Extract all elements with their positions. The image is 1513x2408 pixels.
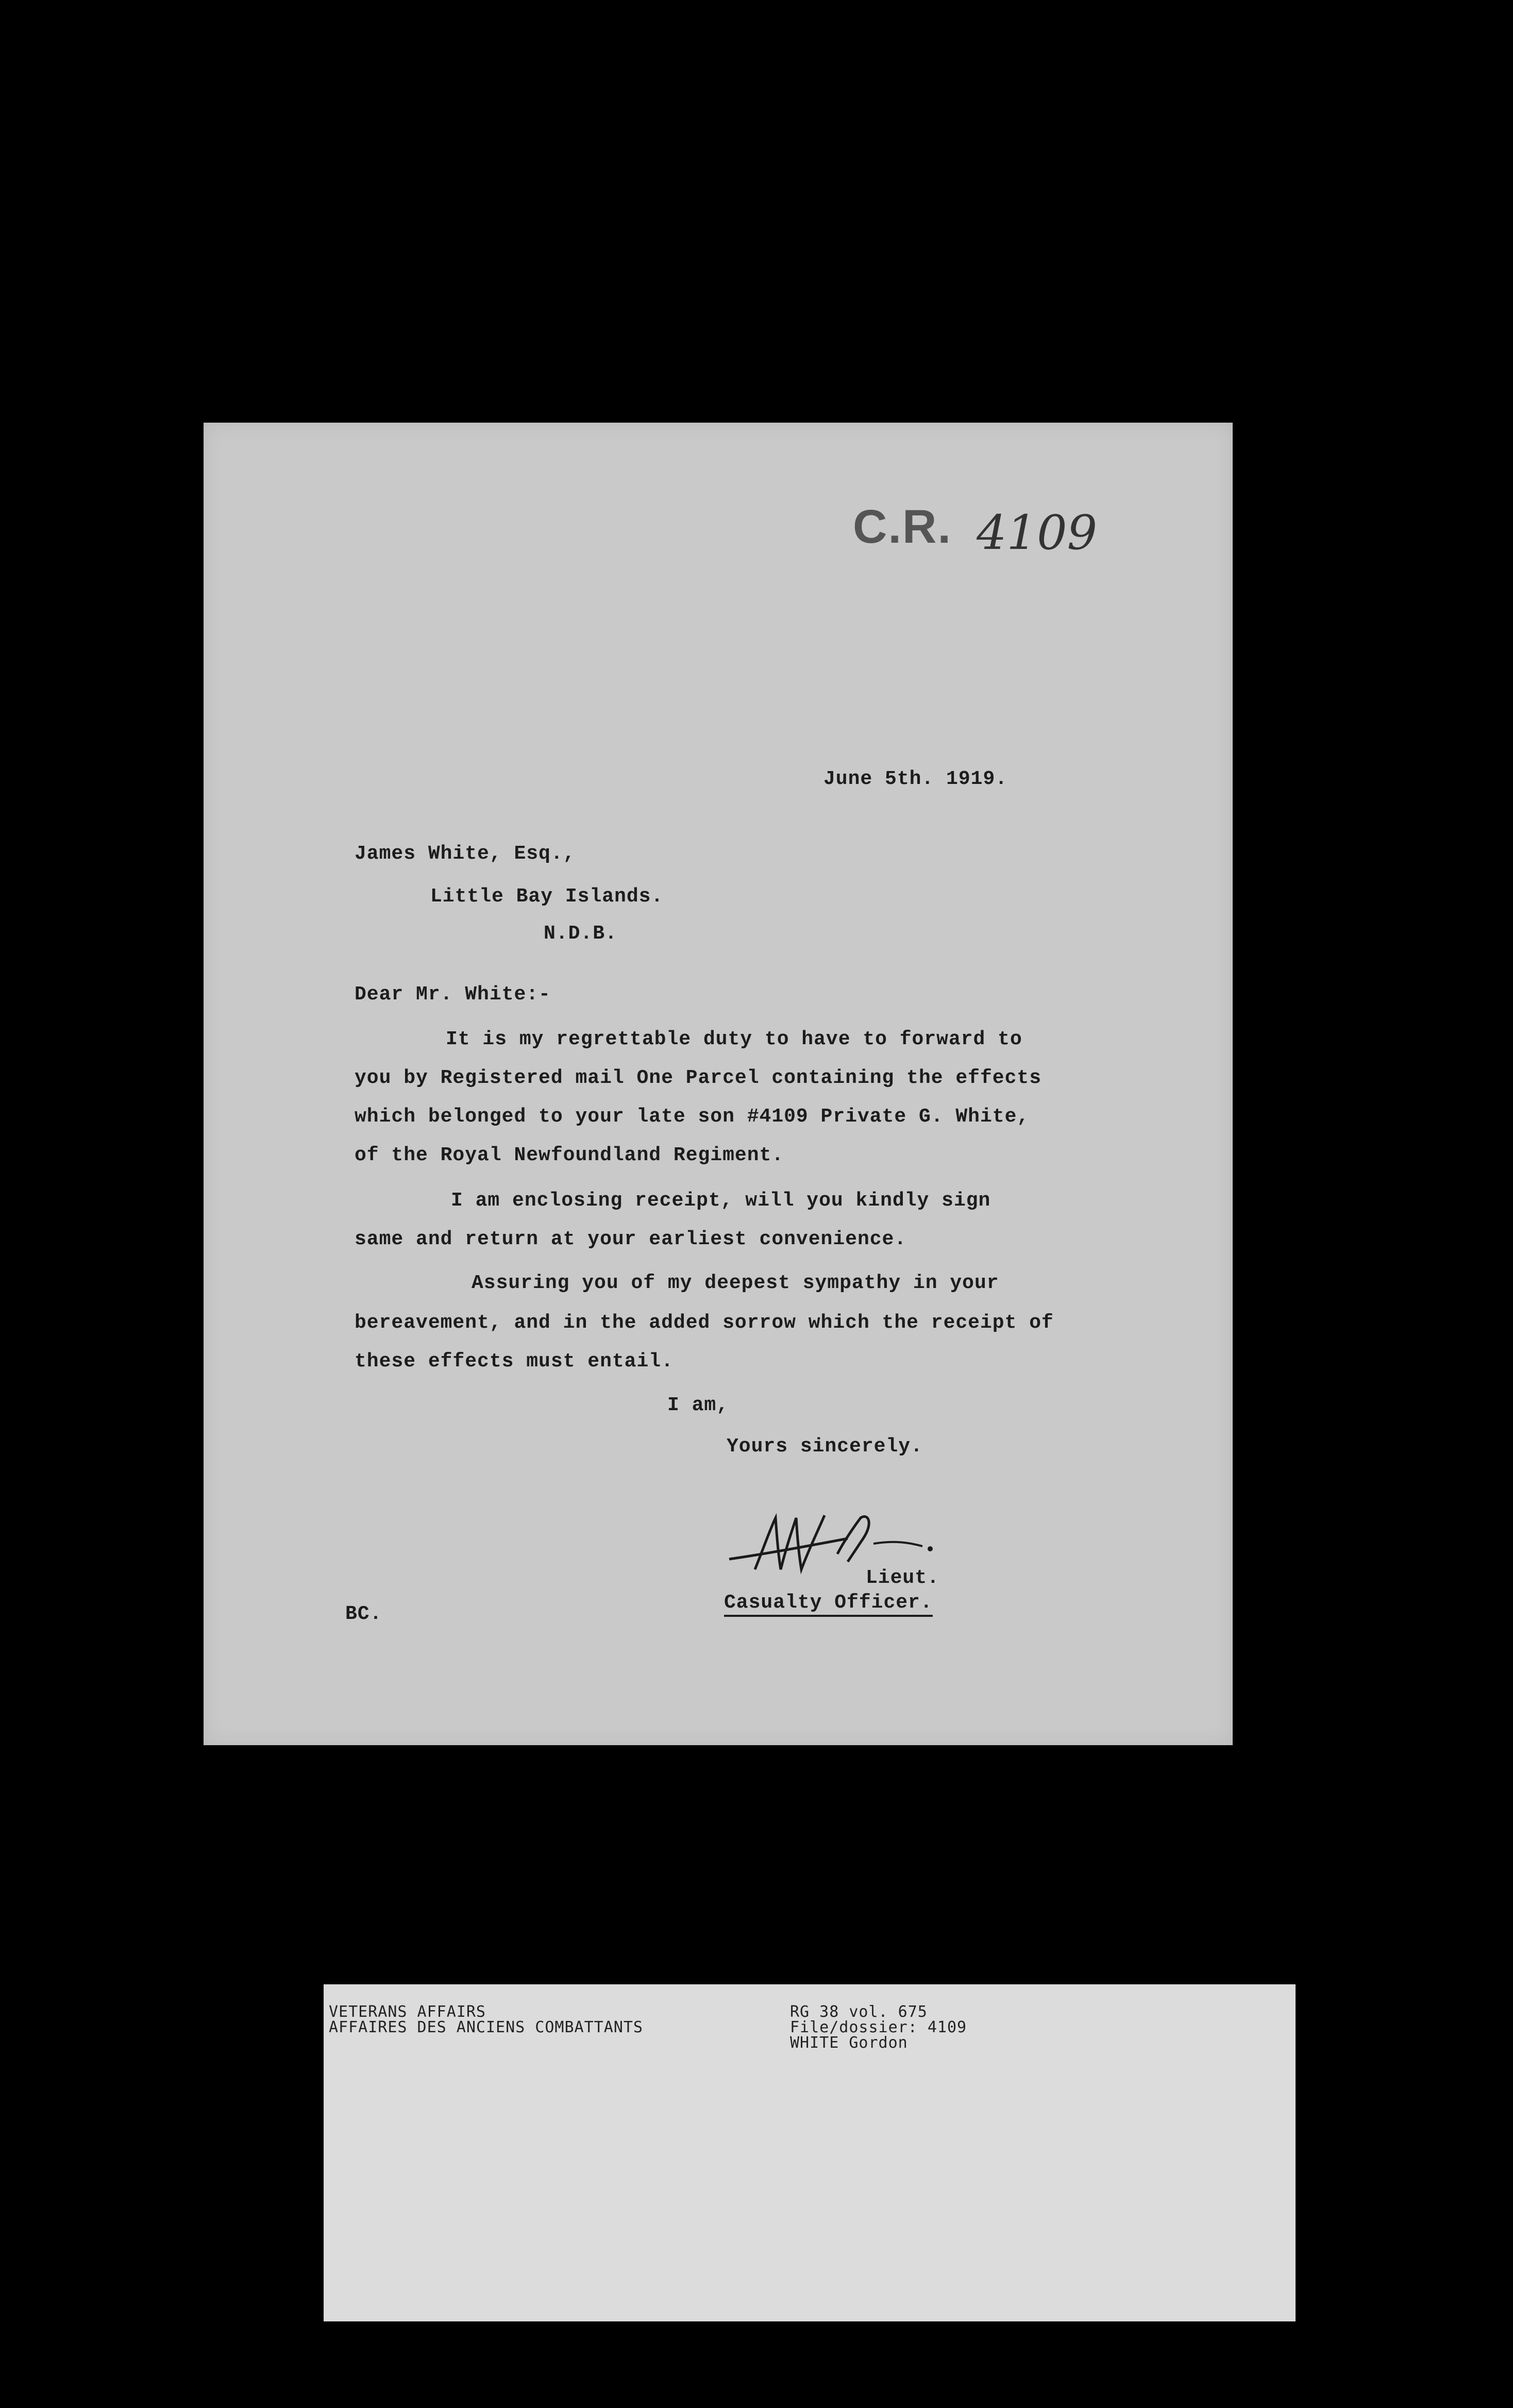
- typist-initials: BC.: [345, 1603, 382, 1625]
- closing-yours-sincerely: Yours sincerely.: [727, 1435, 923, 1458]
- label-file-number: File/dossier: 4109: [790, 2018, 967, 2036]
- signer-rank: Lieut.: [866, 1567, 939, 1589]
- address-line-2: Little Bay Islands.: [430, 885, 664, 908]
- archive-label: [324, 1984, 1296, 2321]
- cr-stamp: C.R.: [853, 500, 952, 553]
- label-dept-en: VETERANS AFFAIRS: [329, 2003, 486, 2021]
- body-line-6: same and return at your earliest convenience.: [355, 1228, 907, 1250]
- label-name: WHITE Gordon: [790, 2034, 908, 2052]
- salutation: Dear Mr. White:-: [355, 983, 551, 1006]
- body-line-5: I am enclosing receipt, will you kindly sign: [451, 1190, 991, 1212]
- file-number-handwritten: 4109: [977, 505, 1098, 560]
- closing-i-am: I am,: [667, 1394, 729, 1416]
- letter-date: June 5th. 1919.: [823, 768, 1008, 790]
- body-line-1: It is my regrettable duty to have to forward to: [446, 1028, 1022, 1050]
- label-dept-fr: AFFAIRES DES ANCIENS COMBATTANTS: [329, 2018, 643, 2036]
- address-line-1: James White, Esq.,: [355, 843, 576, 865]
- body-line-2: you by Registered mail One Parcel containing the effects: [355, 1067, 1042, 1089]
- body-line-9: these effects must entail.: [355, 1350, 674, 1373]
- body-line-7: Assuring you of my deepest sympathy in your: [472, 1272, 999, 1294]
- label-record-group: RG 38 vol. 675: [790, 2003, 928, 2021]
- address-line-3: N.D.B.: [544, 923, 617, 945]
- body-line-8: bereavement, and in the added sorrow which the receipt of: [355, 1312, 1054, 1334]
- body-line-3: which belonged to your late son #4109 Private G. White,: [355, 1106, 1030, 1128]
- body-line-4: of the Royal Newfoundland Regiment.: [355, 1144, 784, 1166]
- signer-title: Casualty Officer.: [724, 1592, 933, 1617]
- letter-page: [204, 423, 1233, 1745]
